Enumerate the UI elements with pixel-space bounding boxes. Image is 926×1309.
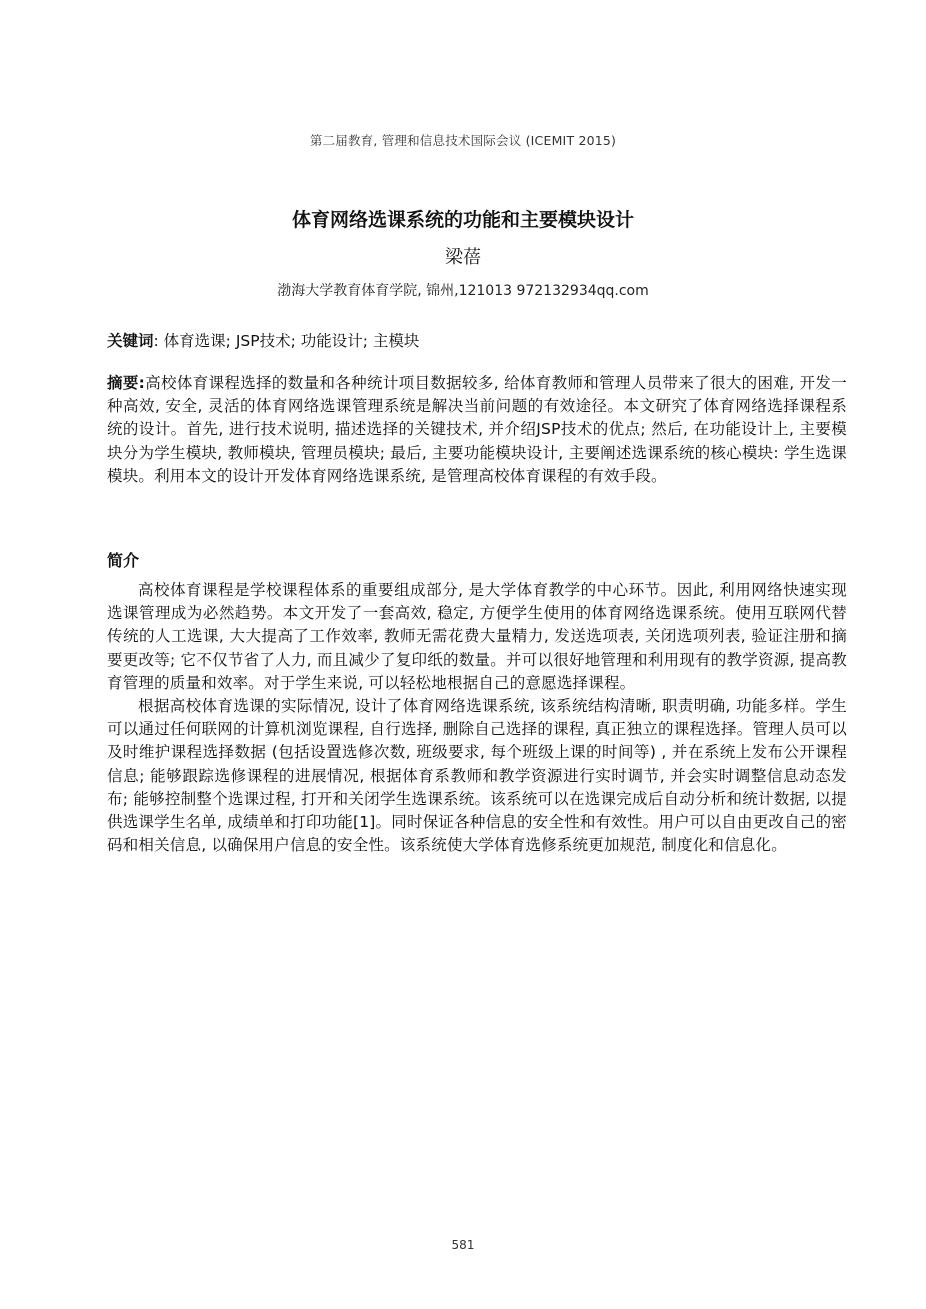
abstract-label: 摘要: — [107, 374, 146, 392]
introduction-paragraph: 高校体育课程是学校课程体系的重要组成部分, 是大学体育教学的中心环节。因此, 利用网络快速实现选课管理成为必然趋势。本文开发了一套高效, 稳定, 方便学生使用的体育网络选课系统。使用互联网代替传统的人工选课, 大大提高了工作效率, 教师无需花费大量精力, 发送选项表, 关闭选项列表, 验证注册和摘要更改等; 它不仅节省了人力, 而且减少了复印纸的数量。并可以很好地管理和利用现有的教学资源, 提高教育管理的质量和效率。对于学生来说, 可以轻松地根据自己的意愿选择课程。 — [107, 581, 847, 692]
abstract-block — [107, 372, 847, 488]
paper-title: 体育网络选课系统的功能和主要模块设计 — [291, 209, 634, 231]
page-number: 581 — [451, 1238, 475, 1252]
keywords-label: 关键词 — [107, 332, 154, 350]
keywords-line — [107, 330, 847, 353]
abstract-text: 高校体育课程选择的数量和各种统计项目数据较多, 给体育教师和管理人员带来了很大的困难, 开发一种高效, 安全, 灵活的体育网络选课管理系统是解决当前问题的有效途径。本文研究了体育网络选择课程系统的设计。首先, 进行技术说明, 描述选择的关键技术, 并介绍JSP技术的优点; 然后, 在功能设计上, 主要模块分为学生模块, 教师模块, 管理员模块; 最后, 主要功能模块设计, 主要阐述选课系统的核心模块: 学生选课模块。利用本文的设计开发体育网络选课系统, 是管理高校体育课程的有效手段。 — [107, 374, 847, 485]
conference-header: 第二届教育, 管理和信息技术国际会议 (ICEMIT 2015) — [309, 133, 617, 148]
introduction-body — [107, 579, 847, 857]
section-heading-introduction: 简介 — [107, 551, 140, 570]
author-affiliation: 渤海大学教育体育学院, 锦州,121013 972132934qq.com — [277, 283, 649, 299]
introduction-paragraph: 根据高校体育选课的实际情况, 设计了体育网络选课系统, 该系统结构清晰, 职责明确, 功能多样。学生可以通过任何联网的计算机浏览课程, 自行选择, 删除自己选择的课程, 真正独立的课程选择。管理人员可以及时维护课程选择数据 (包括设置选修次数, 班级要求, 每个班级上课的时间等) , 并在系统上发布公开课程信息; 能够跟踪选修课程的进展情况, 根据体育系教师和教学资源进行实时调节, 并会实时调整信息动态发布; 能够控制整个选课过程, 打开和关闭学生选课系统。该系统可以在选课完成后自动分析和统计数据, 以提供选课学生名单, 成绩单和打印功能[1]。同时保证各种信息的安全性和有效性。用户可以自由更改自己的密码和相关信息, 以确保用户信息的安全性。该系统使大学体育选修系统更加规范, 制度化和信息化。 — [107, 697, 847, 855]
keywords-text: : 体育选课; JSP技术; 功能设计; 主模块 — [153, 332, 420, 350]
author-name: 梁蓓 — [445, 247, 481, 268]
